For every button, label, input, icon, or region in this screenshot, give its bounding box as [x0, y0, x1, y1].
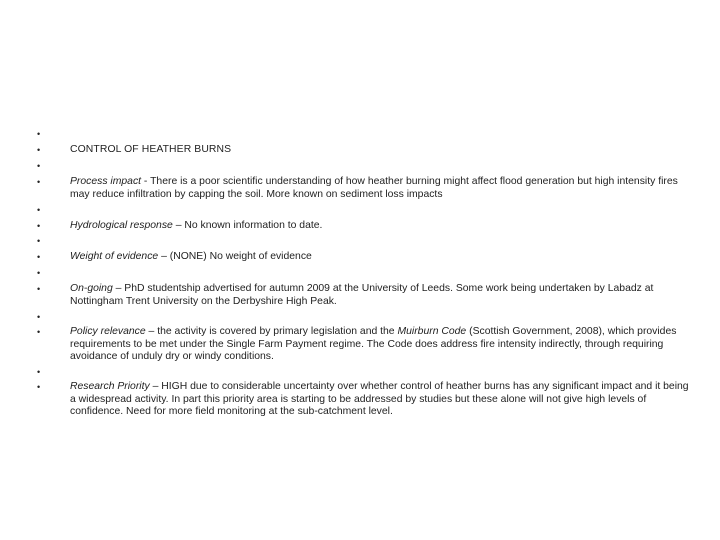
bullet-marker: •	[37, 129, 41, 139]
bullet-marker: •	[37, 382, 41, 392]
bullet-marker: •	[37, 284, 41, 294]
item-text: – the activity is covered by primary legislation and the	[145, 326, 398, 337]
slide-title: CONTROL OF HEATHER BURNS	[70, 144, 232, 155]
item-on-going	[70, 283, 690, 308]
bullet-marker: •	[37, 161, 41, 171]
bullet-marker: •	[37, 312, 41, 322]
item-research-priority	[70, 381, 690, 419]
bullet-marker: •	[37, 268, 41, 278]
item-text: – No known information to date.	[172, 220, 323, 231]
item-text: - There is a poor scientific understanding of how heather burning might affect flood generation but high intensity fires may reduce infiltration by capping the soil. More known on sediment loss impacts	[70, 176, 678, 200]
item-label: Hydrological response	[70, 220, 173, 231]
item-label: Research Priority	[70, 381, 150, 392]
item-text: (Scottish Government, 2008), which provides requirements to be met under the Single Farm Payment regime. The Code does address fire intensity indirectly, through requiring avoidance of unduly dry or windy conditions.	[70, 326, 677, 363]
bullet-marker: •	[37, 252, 41, 262]
bullet-marker: •	[37, 221, 41, 231]
item-process-impact	[70, 176, 690, 201]
bullet-marker: •	[37, 327, 41, 337]
bullet-marker: •	[37, 145, 41, 155]
bullet-marker: •	[37, 205, 41, 215]
item-text: – PhD studentship advertised for autumn 2009 at the University of Leeds. Some work being undertaken by Labadz at Nottingham Trent University on the Derbyshire High Peak.	[70, 283, 654, 307]
item-text: – (NONE) No weight of evidence	[158, 251, 312, 262]
bullet-marker: •	[37, 236, 41, 246]
item-text: – HIGH due to considerable uncertainty over whether control of heather burns has any significant impact and it being a widespread activity. In part this priority area is starting to be addressed by studies but these alone will not give high levels of confidence. Need for more field monitoring at the sub-catchment level.	[70, 381, 689, 418]
item-weight-of-evidence	[70, 251, 690, 264]
item-hydrological-response	[70, 220, 690, 233]
item-label: Policy relevance	[70, 326, 146, 337]
item-label: Process impact	[70, 176, 142, 187]
item-label: On-going	[70, 283, 113, 294]
item-emphasis: Muirburn Code	[397, 326, 467, 337]
item-policy-relevance	[70, 326, 690, 364]
item-label: Weight of evidence	[70, 251, 159, 262]
bullet-marker: •	[37, 177, 41, 187]
bullet-marker: •	[37, 367, 41, 377]
